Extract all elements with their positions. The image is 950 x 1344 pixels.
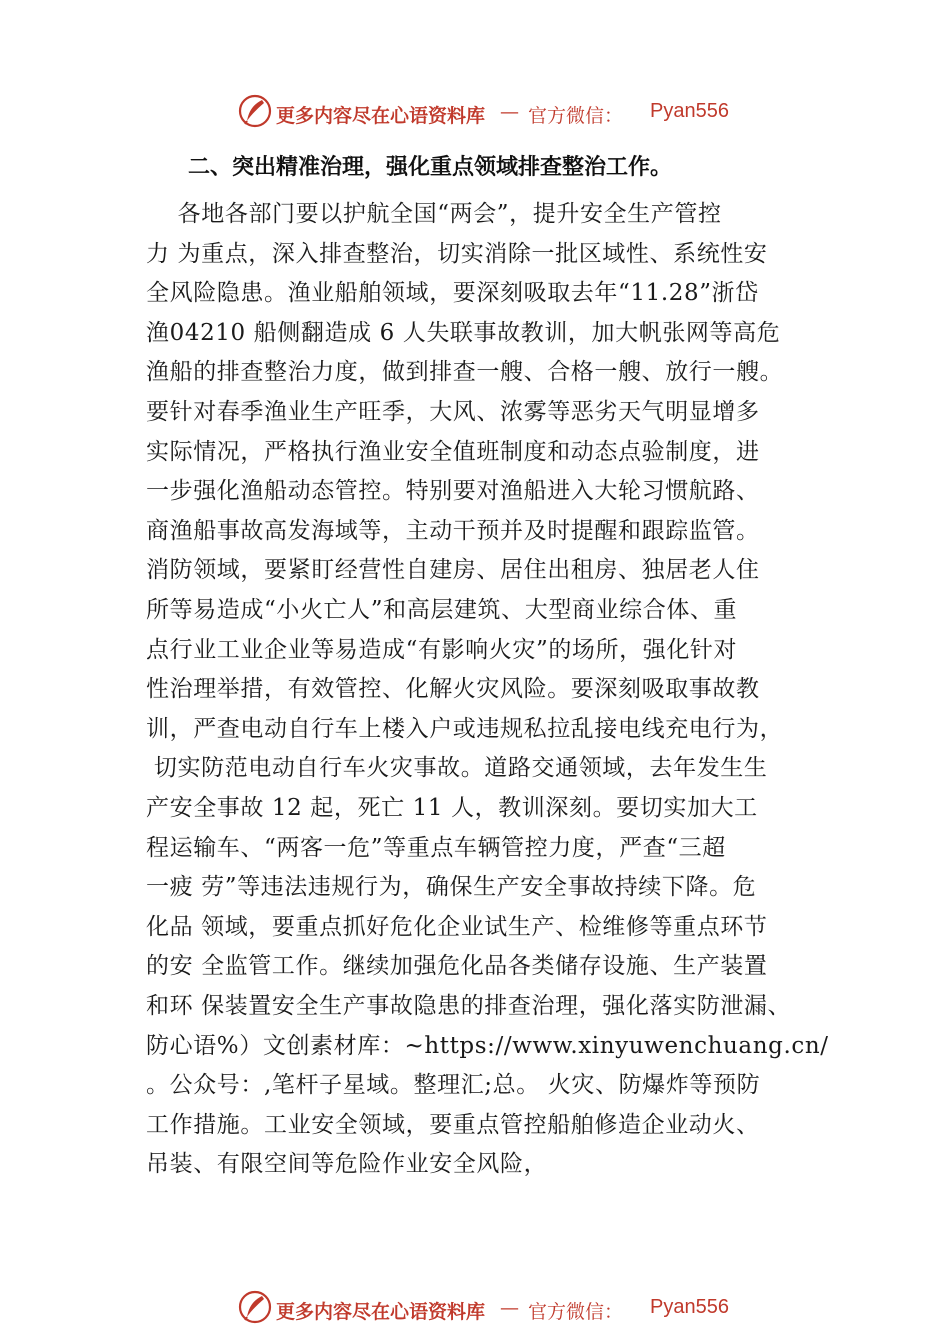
- paragraph-line: 力 为重点，深入排查整治，切实消除一批区域性、系统性安: [146, 240, 768, 267]
- paragraph-line: 点行业工业企业等易造成“有影响火灾”的场所，强化针对: [146, 636, 738, 663]
- paragraph-line: 一步强化渔船动态管控。特别要对渔船进入大轮习惯航路、: [146, 478, 760, 505]
- paragraph-line: 化品 领域，要重点抓好危化企业试生产、检维修等重点环节: [146, 913, 768, 940]
- paragraph-line: 防心语%）文创素材库：~https://www.xinyuwenchuang.cn/: [146, 1032, 829, 1059]
- paragraph-line: 程运输车、“两客一危”等重点车辆管控力度，严查“三超: [146, 834, 726, 861]
- paragraph-line: 商渔船事故高发海域等，主动干预并及时提醒和跟踪监管。: [146, 517, 760, 544]
- banner-brand-text: 更多内容尽在心语资料库: [276, 105, 486, 127]
- paragraph-line: 工作措施。工业安全领域，要重点管控船舶修造企业动火、: [146, 1111, 760, 1138]
- banner-wechat-handle: Pyan556: [650, 100, 729, 122]
- paragraph-line: 和环 保装置安全生产事故隐患的排查治理，强化落实防泄漏、: [146, 993, 792, 1019]
- paragraph-line: 消防领域，要紧盯经营性自建房、居住出租房、独居老人住: [146, 557, 760, 584]
- banner-dash: —: [500, 1297, 519, 1319]
- paragraph-line: 。公众号：,笔杆子星域。整理汇;总。 火灾、防爆炸等预防: [146, 1072, 761, 1099]
- paragraph-line: 实际情况，严格执行渔业安全值班制度和动态点验制度，进: [146, 438, 760, 465]
- paragraph-line: 切实防范电动自行车火灾事故。道路交通领域，去年发生生: [146, 755, 768, 782]
- banner-brand-text: 更多内容尽在心语资料库: [276, 1301, 486, 1323]
- banner-official-label: 官方微信：: [528, 105, 624, 127]
- paragraph-line: 性治理举措，有效管控、化解火灾风险。要深刻吸取事故教: [146, 676, 760, 703]
- footer-banner: [0, 1288, 950, 1332]
- paragraph-line: 吊装、有限空间等危险作业安全风险，: [146, 1151, 548, 1178]
- banner-dash: —: [500, 101, 519, 123]
- paragraph-line: 各地各部门要以护航全国“两会”，提升安全生产管控: [146, 201, 722, 227]
- paragraph-line: 所等易造成“小火亡人”和高层建筑、大型商业综合体、重: [146, 597, 738, 623]
- paragraph-line: 一疲 劳”等违法违规行为，确保生产安全事故持续下降。危: [146, 874, 757, 901]
- paragraph-line: 渔04210 船侧翻造成 6 人失联事故教训，加大帆张网等高危: [146, 319, 781, 346]
- paragraph-line: 的安 全监管工作。继续加强危化品各类储存设施、生产装置: [146, 953, 768, 980]
- paragraph-line: 训，严查电动自行车上楼入户或违规私拉乱接电线充电行为，: [146, 715, 784, 742]
- quill-pen-logo-icon: [238, 1290, 272, 1324]
- paragraph-line: 渔船的排查整治力度，做到排查一艘、合格一艘、放行一艘。: [146, 359, 784, 386]
- paragraph-line: 产安全事故 12 起，死亡 11 人，教训深刻。要切实加大工: [146, 795, 758, 821]
- section-heading: 二、突出精准治理，强化重点领域排查整治工作。: [188, 155, 673, 180]
- paragraph-line: 全风险隐患。渔业船舶领域，要深刻吸取去年“11.28”浙岱: [146, 280, 759, 307]
- banner-official-label: 官方微信：: [528, 1301, 624, 1323]
- banner-wechat-handle: Pyan556: [650, 1296, 729, 1318]
- paragraph-line: 要针对春季渔业生产旺季，大风、浓雾等恶劣天气明显增多: [146, 399, 760, 425]
